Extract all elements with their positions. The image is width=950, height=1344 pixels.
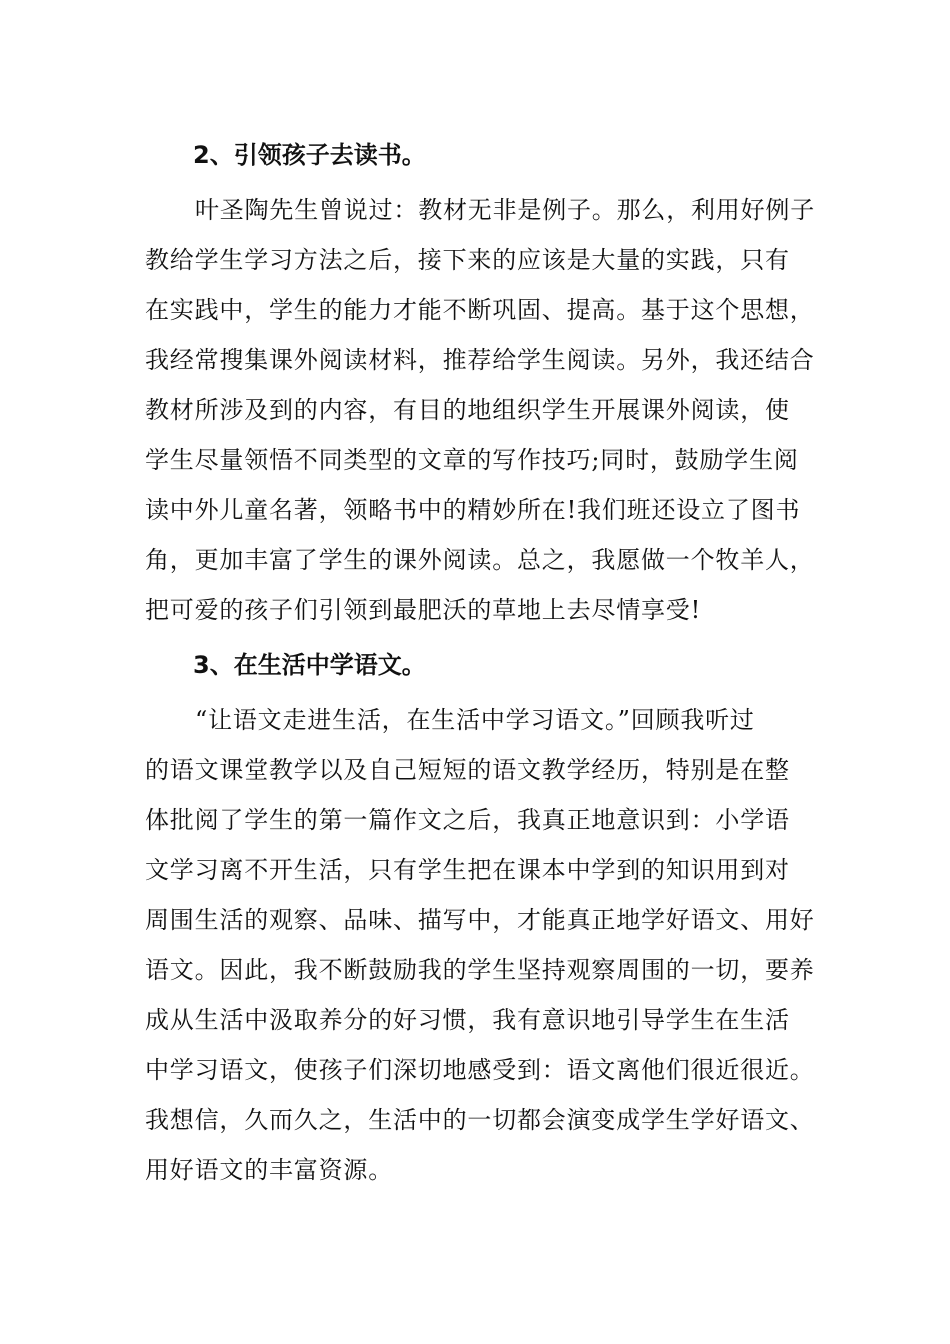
paragraph-reading [145, 185, 815, 635]
paragraph-line: 文学习离不开生活，只有学生把在课本中学到的知识用到对 [145, 856, 790, 884]
paragraph-line: 体批阅了学生的第一篇作文之后，我真正地意识到：小学语 [145, 806, 790, 834]
paragraph-line: 用好语文的丰富资源。 [145, 1156, 393, 1184]
paragraph-line: 教给学生学习方法之后，接下来的应该是大量的实践，只有 [145, 246, 790, 274]
paragraph-line: 教材所涉及到的内容，有目的地组织学生开展课外阅读，使 [145, 396, 790, 424]
paragraph-line: 成从生活中汲取养分的好习惯，我有意识地引导学生在生活 [145, 1006, 790, 1034]
section-heading-reading: 2、引领孩子去读书。 [193, 141, 426, 169]
paragraph-line: “让语文走进生活，在生活中学习语文。”回顾我听过 [195, 706, 755, 734]
paragraph-line: 学生尽量领悟不同类型的文章的写作技巧;同时，鼓励学生阅 [145, 446, 799, 474]
paragraph-line: 读中外儿童名著，领略书中的精妙所在!我们班还设立了图书 [145, 496, 801, 524]
paragraph-line: 在实践中，学生的能力才能不断巩固、提高。基于这个思想， [145, 296, 815, 324]
paragraph-line: 的语文课堂教学以及自己短短的语文教学经历，特别是在整 [145, 756, 790, 784]
paragraph-line: 叶圣陶先生曾说过：教材无非是例子。那么，利用好例子 [195, 196, 815, 224]
paragraph-line: 语文。因此，我不断鼓励我的学生坚持观察周围的一切，要养 [145, 956, 815, 984]
paragraph-line: 把可爱的孩子们引领到最肥沃的草地上去尽情享受! [145, 596, 702, 624]
paragraph-line: 角，更加丰富了学生的课外阅读。总之，我愿做一个牧羊人， [145, 546, 815, 574]
paragraph-life [145, 695, 815, 1195]
section-heading-life: 3、在生活中学语文。 [193, 651, 426, 679]
paragraph-line: 我经常搜集课外阅读材料，推荐给学生阅读。另外，我还结合 [145, 346, 815, 374]
paragraph-line: 周围生活的观察、品味、描写中，才能真正地学好语文、用好 [145, 906, 815, 934]
document-body [145, 130, 815, 1195]
paragraph-line: 中学习语文，使孩子们深切地感受到：语文离他们很近很近。 [145, 1056, 815, 1084]
paragraph-line: 我想信，久而久之，生活中的一切都会演变成学生学好语文、 [145, 1106, 815, 1134]
